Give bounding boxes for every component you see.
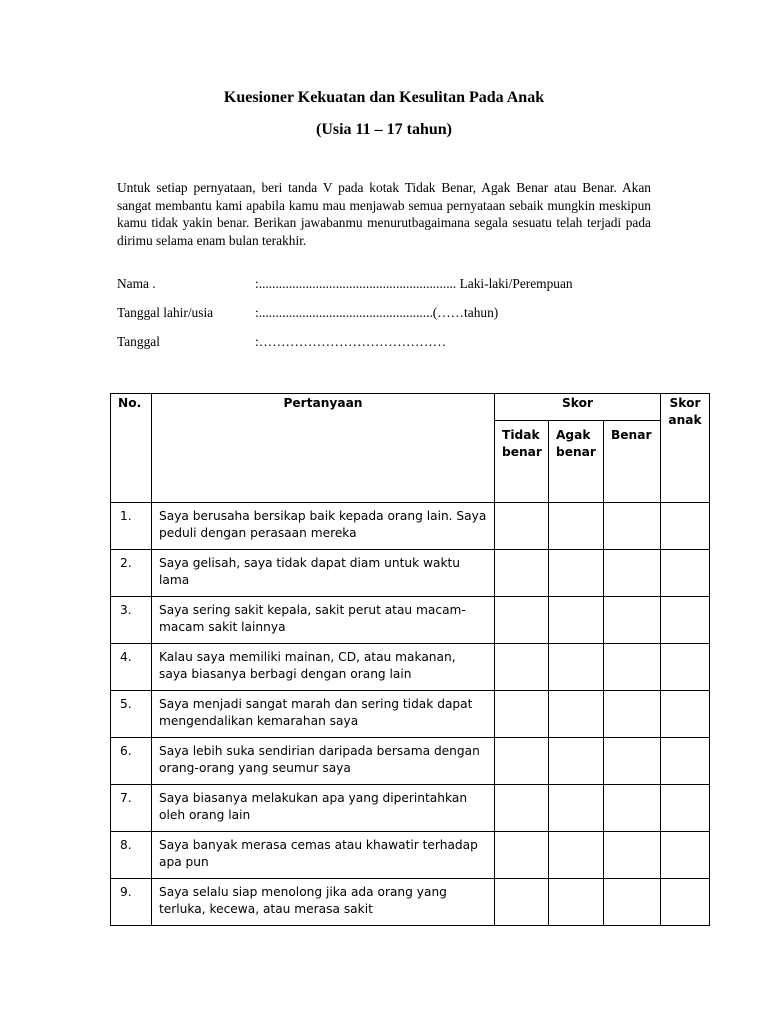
name-field	[117, 276, 677, 294]
question-number: 1.	[111, 503, 152, 550]
answer-somewhat-true-cell[interactable]	[549, 738, 604, 785]
date-value: :……………………………………	[255, 334, 447, 349]
answer-true-cell[interactable]	[604, 785, 661, 832]
question-text: Saya biasanya melakukan apa yang diperintahkan oleh orang lain	[152, 785, 495, 832]
question-number: 5.	[111, 691, 152, 738]
question-row	[111, 550, 710, 597]
question-text: Saya selalu siap menolong jika ada orang yang terluka, kecewa, atau merasa sakit	[152, 879, 495, 926]
birthdate-age-label: Tanggal lahir/usia	[117, 305, 214, 320]
question-text: Kalau saya memiliki mainan, CD, atau makanan, saya biasanya berbagi dengan orang lain	[152, 644, 495, 691]
question-row	[111, 738, 710, 785]
answer-not-true-cell[interactable]	[495, 785, 549, 832]
question-number: 8.	[111, 832, 152, 879]
answer-true-cell[interactable]	[604, 832, 661, 879]
question-row	[111, 832, 710, 879]
question-row	[111, 879, 710, 926]
answer-somewhat-true-cell[interactable]	[549, 644, 604, 691]
question-text: Saya gelisah, saya tidak dapat diam untuk waktu lama	[152, 550, 495, 597]
child-score-cell[interactable]	[661, 503, 710, 550]
child-score-cell[interactable]	[661, 550, 710, 597]
column-header-score: Skor	[495, 394, 661, 421]
answer-somewhat-true-cell[interactable]	[549, 691, 604, 738]
answer-not-true-cell[interactable]	[495, 550, 549, 597]
question-number: 6.	[111, 738, 152, 785]
question-row	[111, 785, 710, 832]
question-rows	[111, 503, 710, 926]
question-text: Saya sering sakit kepala, sakit perut atau macam-macam sakit lainnya	[152, 597, 495, 644]
answer-somewhat-true-cell[interactable]	[549, 879, 604, 926]
child-score-cell[interactable]	[661, 691, 710, 738]
question-text: Saya menjadi sangat marah dan sering tidak dapat mengendalikan kemarahan saya	[152, 691, 495, 738]
answer-true-cell[interactable]	[604, 738, 661, 785]
question-text: Saya banyak merasa cemas atau khawatir terhadap apa pun	[152, 832, 495, 879]
question-number: 4.	[111, 644, 152, 691]
subheader-true: Benar	[604, 421, 661, 503]
column-header-no: No.	[111, 394, 152, 503]
answer-true-cell[interactable]	[604, 503, 661, 550]
question-number: 9.	[111, 879, 152, 926]
answer-true-cell[interactable]	[604, 879, 661, 926]
name-label: Nama .	[117, 276, 156, 291]
instructions-paragraph: Untuk setiap pernyataan, beri tanda V pada kotak Tidak Benar, Agak Benar atau Benar. Akan sangat membantu kami apabila kamu mau menjawab semua pernyataan sebaik mungkin meskipun kamu tidak yakin benar. Berikan jawabanmu menurutbagaimana segala sesuatu telah terjadi pada dirimu selama enam bulan terakhir.	[117, 180, 651, 248]
question-number: 3.	[111, 597, 152, 644]
answer-true-cell[interactable]	[604, 691, 661, 738]
subheader-not-true: Tidak benar	[495, 421, 549, 503]
answer-not-true-cell[interactable]	[495, 879, 549, 926]
question-text: Saya lebih suka sendirian daripada bersama dengan orang-orang yang seumur saya	[152, 738, 495, 785]
answer-not-true-cell[interactable]	[495, 738, 549, 785]
child-score-cell[interactable]	[661, 644, 710, 691]
column-header-child-score: Skor anak	[661, 394, 710, 503]
answer-not-true-cell[interactable]	[495, 503, 549, 550]
subheader-somewhat-true: Agak benar	[549, 421, 604, 503]
answer-true-cell[interactable]	[604, 644, 661, 691]
question-number: 7.	[111, 785, 152, 832]
question-row	[111, 691, 710, 738]
question-row	[111, 597, 710, 644]
questionnaire-table	[110, 393, 710, 926]
child-score-cell[interactable]	[661, 785, 710, 832]
date-field	[117, 334, 677, 352]
question-number: 2.	[111, 550, 152, 597]
child-score-cell[interactable]	[661, 832, 710, 879]
answer-not-true-cell[interactable]	[495, 597, 549, 644]
question-row	[111, 503, 710, 550]
birthdate-age-value: :....................................................(……tahun)	[255, 305, 499, 320]
child-score-cell[interactable]	[661, 738, 710, 785]
child-score-cell[interactable]	[661, 597, 710, 644]
answer-not-true-cell[interactable]	[495, 691, 549, 738]
column-header-question: Pertanyaan	[152, 394, 495, 503]
answer-somewhat-true-cell[interactable]	[549, 597, 604, 644]
document-title: Kuesioner Kekuatan dan Kesulitan Pada Anak	[223, 89, 545, 106]
answer-somewhat-true-cell[interactable]	[549, 832, 604, 879]
answer-true-cell[interactable]	[604, 550, 661, 597]
answer-somewhat-true-cell[interactable]	[549, 785, 604, 832]
question-text: Saya berusaha bersikap baik kepada orang lain. Saya peduli dengan perasaan mereka	[152, 503, 495, 550]
birthdate-age-field	[117, 305, 677, 323]
child-score-cell[interactable]	[661, 879, 710, 926]
answer-not-true-cell[interactable]	[495, 832, 549, 879]
answer-true-cell[interactable]	[604, 597, 661, 644]
document-subtitle: (Usia 11 – 17 tahun)	[315, 121, 453, 138]
answer-not-true-cell[interactable]	[495, 644, 549, 691]
date-label: Tanggal	[117, 334, 160, 349]
name-value: :........................................................... Laki-laki/Perempuan	[255, 276, 573, 291]
answer-somewhat-true-cell[interactable]	[549, 550, 604, 597]
question-row	[111, 644, 710, 691]
answer-somewhat-true-cell[interactable]	[549, 503, 604, 550]
